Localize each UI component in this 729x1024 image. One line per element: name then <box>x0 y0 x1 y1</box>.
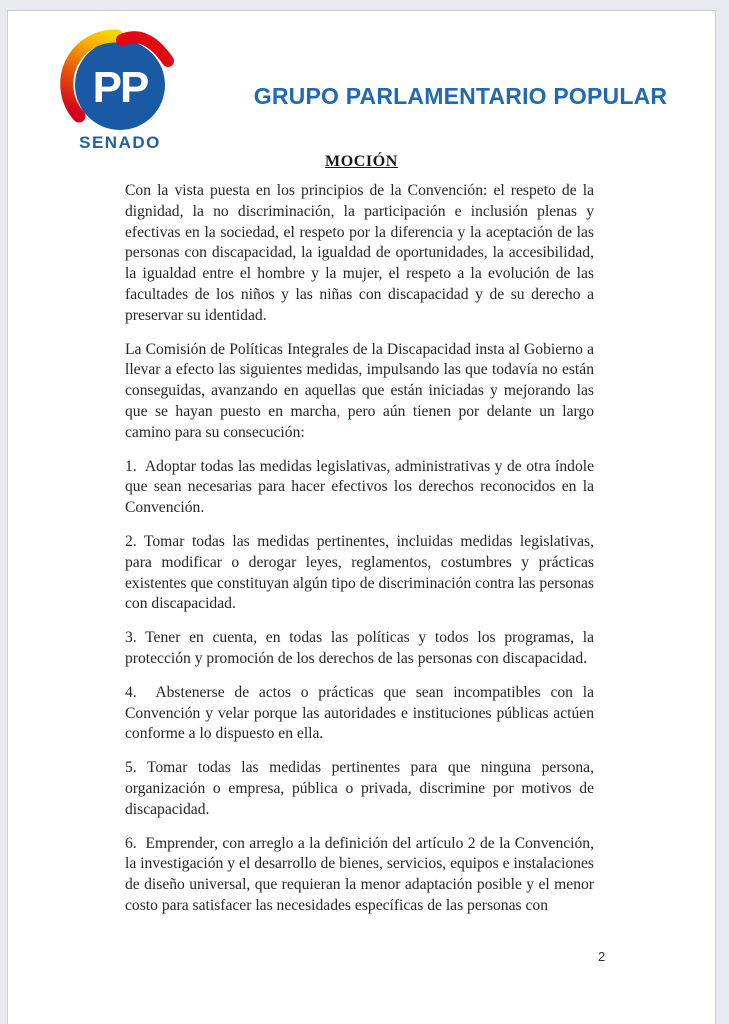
paragraph-commission <box>125 340 594 444</box>
pp-senado-logo <box>58 27 182 153</box>
motion-body <box>8 181 715 917</box>
document-page <box>7 10 716 1024</box>
senado-label: SENADO <box>79 133 161 152</box>
pp-logo-icon <box>58 27 182 131</box>
motion-item-5: 5. Tomar todas las medidas pertinentes para que ninguna persona, organización o empresa, pública o privada, discrimine por motivos de discapacidad. <box>125 759 594 818</box>
paragraph-commission-part2: pero aún tienen por delante un largo camino para su consecución: <box>125 402 595 441</box>
page-number: 2 <box>598 949 606 964</box>
page-header <box>8 11 715 151</box>
paragraph-principles: Con la vista puesta en los principios de la Convención: el respeto de la dignidad, la no discriminación, la participación e inclusión plenas y efectivas en la sociedad, el respeto por la diferencia y la aceptación de las personas con discapacidad, la igualdad de oportunidades, la accesibilidad, la igualdad entre el hombre y la mujer, el respeto a la evolución de las facultades de los niños y las niñas con discapacidad y de su derecho a preservar su identidad. <box>125 182 594 324</box>
motion-item-6: 6. Emprender, con arreglo a la definición del artículo 2 de la Convención, la investigación y el desarrollo de bienes, servicios, equipos e instalaciones de diseño universal, que requieran la menor adaptación posible y el menor costo para satisfacer las necesidades específicas de las personas con <box>125 834 594 914</box>
pp-logo-text: PP <box>92 63 148 112</box>
motion-item-4: 4. Abstenerse de actos o prácticas que sean incompatibles con la Convención y velar porque las autoridades e instituciones públicas actúen conforme a lo dispuesto en ella. <box>125 683 594 743</box>
motion-item-2: 2. Tomar todas las medidas pertinentes, incluidas medidas legislativas, para modificar o derogar leyes, reglamentos, costumbres y prácticas existentes que constituyan algún tipo de discriminación contra las personas con discapacidad. <box>125 532 594 613</box>
motion-item-1: 1. Adoptar todas las medidas legislativas, administrativas y de otra índole que sean necesarias para hacer efectivos los derechos reconocidos en la Convención. <box>125 457 594 517</box>
paragraph-commission-part1: La Comisión de Políticas Integrales de la Discapacidad insta al Gobierno a llevar a efecto las siguientes medidas, impulsando las que todavía no están conseguidas, avanzando en aquellas que están iniciadas y mejorando las que se hayan puesto en marcha <box>125 340 594 420</box>
group-title: GRUPO PARLAMENTARIO POPULAR <box>253 83 668 109</box>
motion-heading: MOCIÓN <box>325 153 398 170</box>
motion-item-3: 3. Tener en cuenta, en todas las políticas y todos los programas, la protección y promoción de los derechos de las personas con discapacidad. <box>125 629 594 667</box>
red-comma-annotation: , <box>336 402 341 420</box>
